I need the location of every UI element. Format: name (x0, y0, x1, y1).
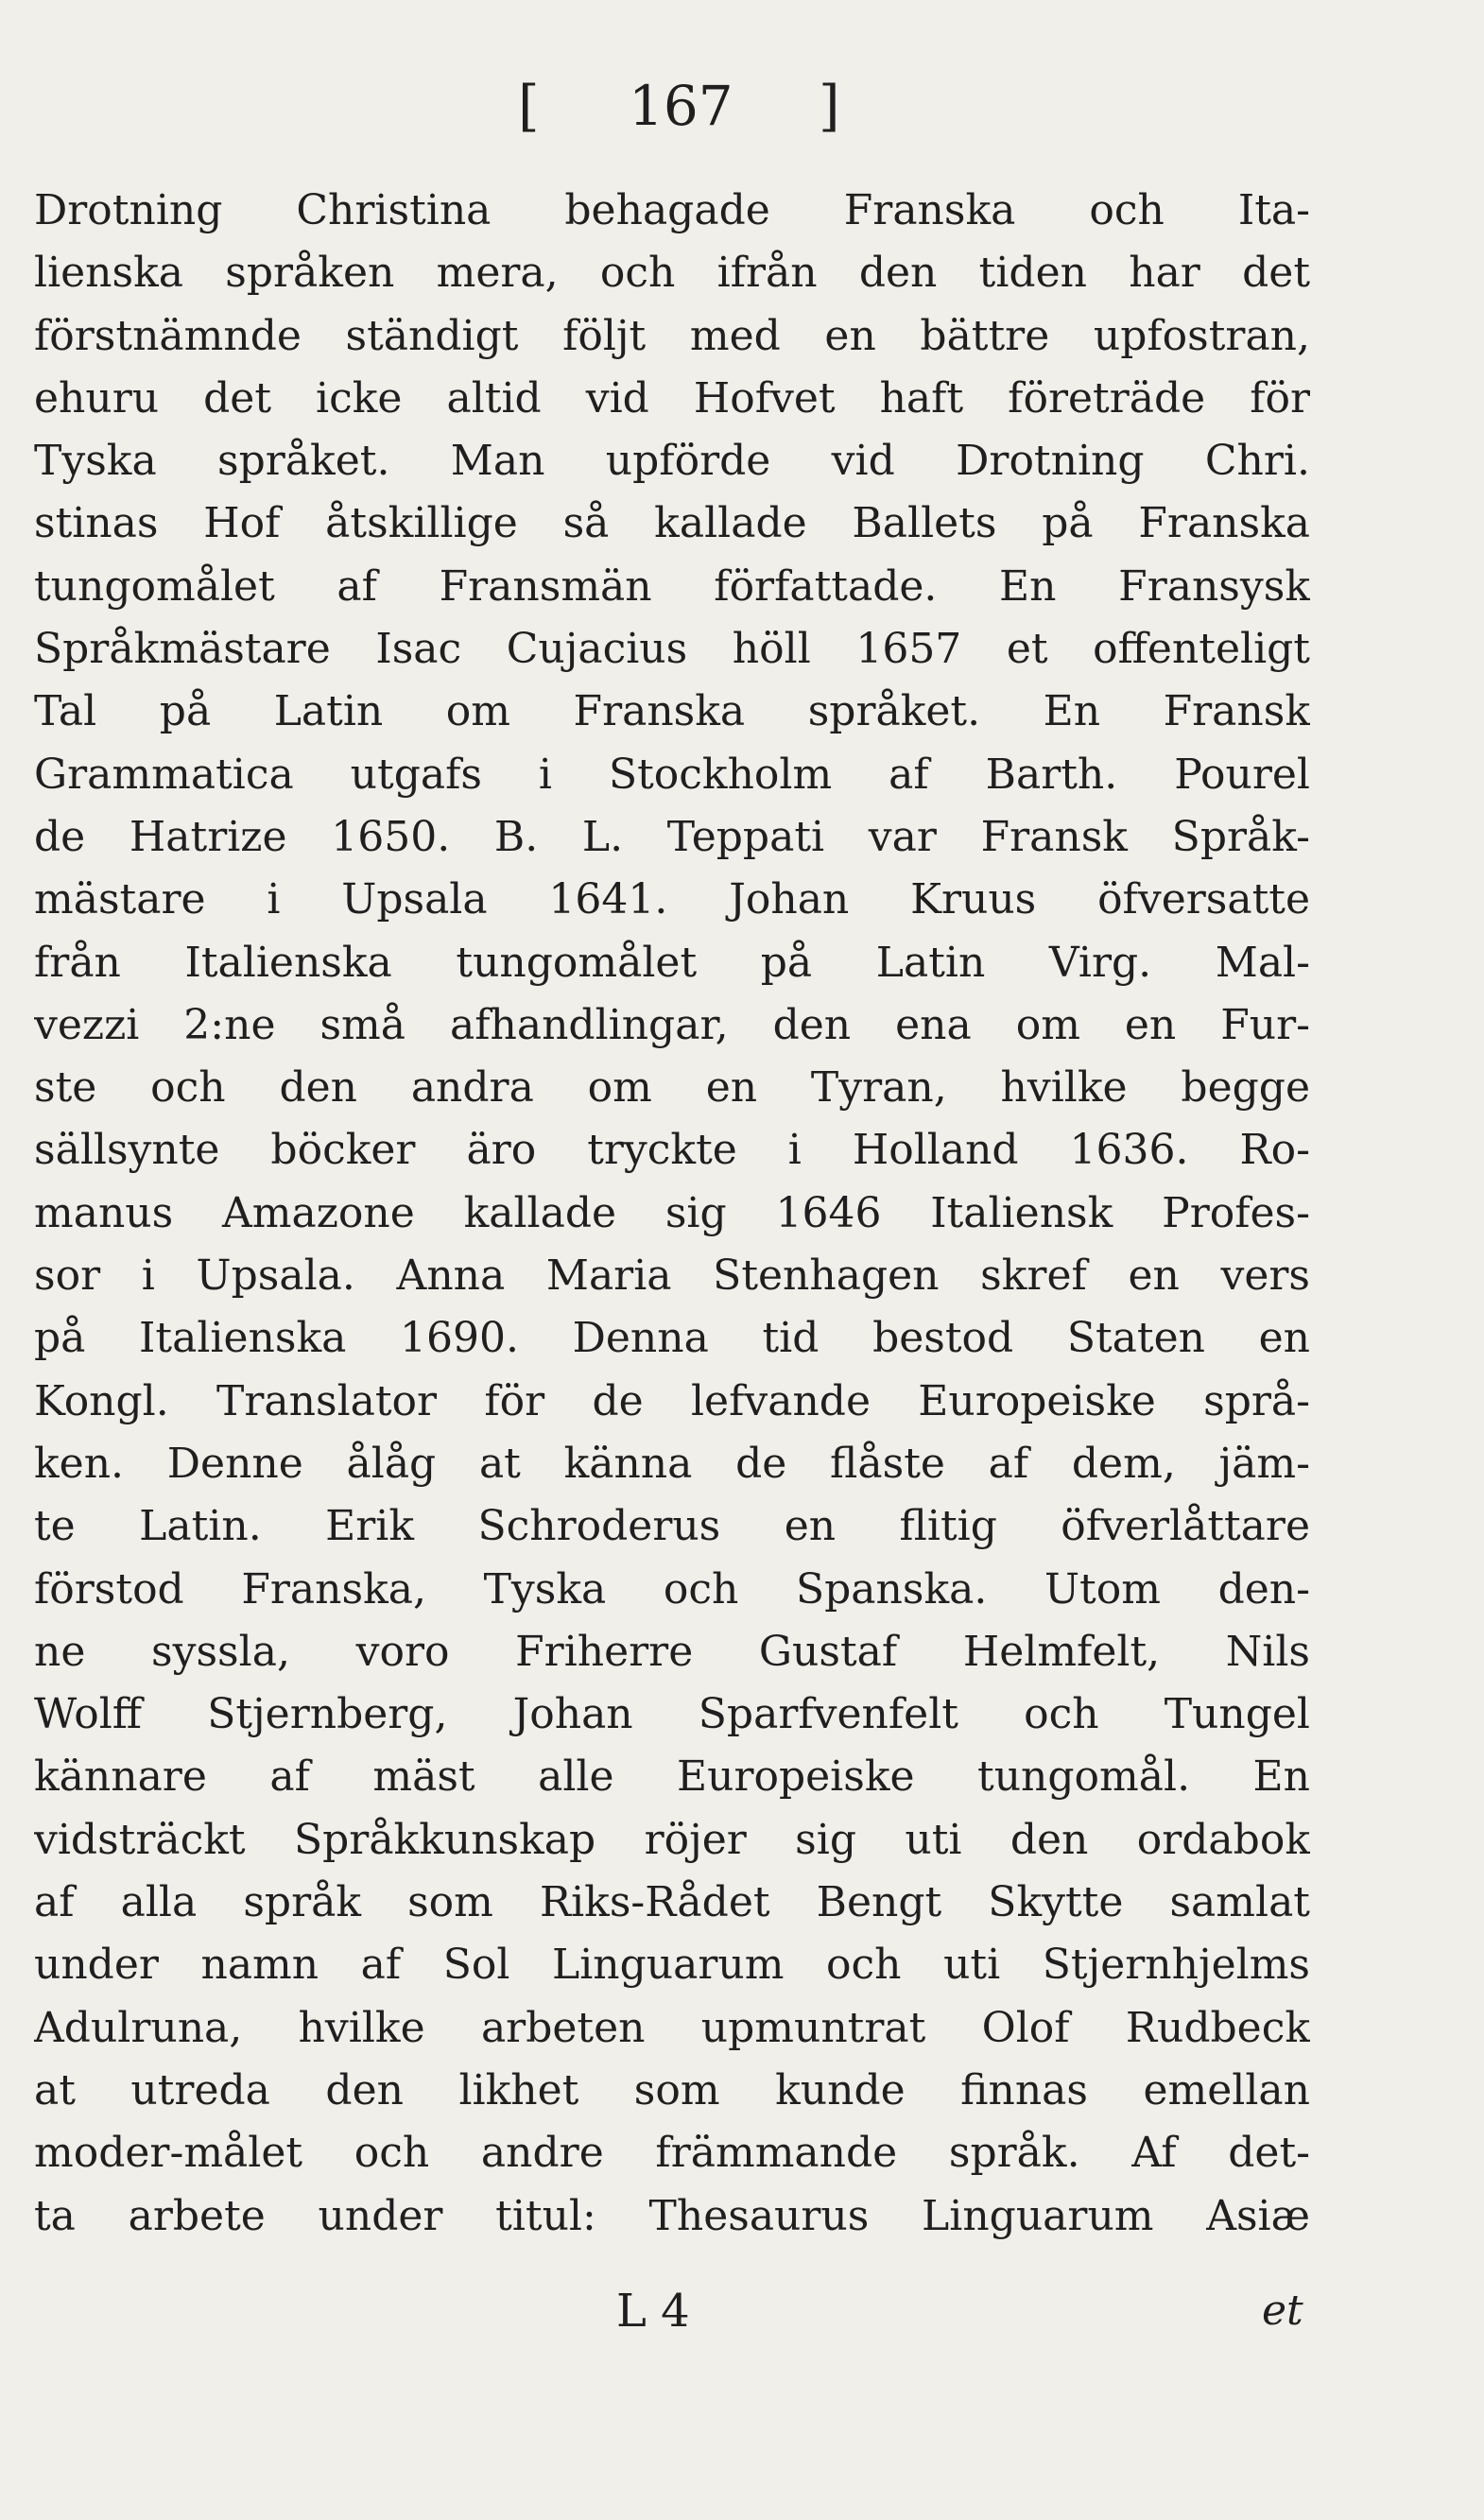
text-line: Tyska språket. Man upförde vid Drotning Chri. (34, 437, 1310, 486)
text-line: moder-målet och andre främmande språk. Af det- (34, 2129, 1310, 2178)
text-line: ken. Denne ålåg at känna de flåste af dem, jäm- (34, 1439, 1310, 1488)
text-line: förstod Franska, Tyska och Spanska. Utom den- (34, 1564, 1310, 1614)
text-line: ne syssla, voro Friherre Gustaf Helmfelt, Nils (34, 1627, 1310, 1676)
signature-mark: L 4 (616, 2285, 690, 2338)
text-line: ehuru det icke altid vid Hofvet haft företräde för (34, 373, 1310, 423)
page-footer (0, 2273, 1484, 2349)
text-line: Grammatica utgafs i Stockholm af Barth. Pourel (34, 750, 1310, 799)
text-line: Kongl. Translator för de lefvande Europeiske språ- (34, 1376, 1310, 1425)
text-line: vezzi 2:ne små afhandlingar, den ena om en Fur- (34, 1000, 1310, 1049)
text-line: Drotning Christina behagade Franska och Ita- (34, 186, 1310, 234)
text-line: ste och den andra om en Tyran, hvilke begge (34, 1063, 1310, 1113)
text-line: under namn af Sol Linguarum och uti Stjernhjelms (34, 1941, 1310, 1990)
text-line: Tal på Latin om Franska språket. En Fransk (34, 687, 1310, 736)
text-line: lienska språken mera, och ifrån den tiden har det (34, 249, 1310, 298)
text-line: Språkmästare Isac Cujacius höll 1657 et offenteligt (34, 625, 1310, 674)
text-line: sällsynte böcker äro tryckte i Holland 1636. Ro- (34, 1126, 1310, 1175)
text-line: ta arbete under titul: Thesaurus Linguarum Asiæ (34, 2191, 1310, 2240)
text-line: manus Amazone kallade sig 1646 Italiensk Profes- (34, 1188, 1310, 1237)
header-bracket-right: ] (819, 74, 840, 138)
text-line: vidsträckt Språkkunskap röjer sig uti den ordabok (34, 1815, 1310, 1864)
text-line: te Latin. Erik Schroderus en flitig öfverlåttare (34, 1502, 1310, 1551)
page-header (0, 68, 1484, 144)
text-line: stinas Hof åtskillige så kallade Ballets på Franska (34, 499, 1310, 548)
catchword: et (1262, 2287, 1303, 2335)
text-line: af alla språk som Riks-Rådet Bengt Skytte samlat (34, 1878, 1310, 1927)
text-line: från Italienska tungomålet på Latin Virg. Mal- (34, 938, 1310, 987)
page-number: 167 (629, 74, 733, 138)
text-line: de Hatrize 1650. B. L. Teppati var Fransk Språk- (34, 812, 1310, 861)
text-line: förstnämnde ständigt följt med en bättre upfostran, (34, 311, 1310, 360)
text-line: mästare i Upsala 1641. Johan Kruus öfversatte (34, 875, 1310, 924)
text-line: Wolff Stjernberg, Johan Sparfvenfelt och Tungel (34, 1690, 1310, 1739)
text-line: kännare af mäst alle Europeiske tungomål. En (34, 1752, 1310, 1802)
body-text (34, 180, 1310, 2248)
text-line: at utreda den likhet som kunde finnas emellan (34, 2065, 1310, 2114)
text-line: på Italienska 1690. Denna tid bestod Staten en (34, 1314, 1310, 1363)
text-line: Adulruna, hvilke arbeten upmuntrat Olof Rudbeck (34, 2003, 1310, 2052)
text-line: sor i Upsala. Anna Maria Stenhagen skref en vers (34, 1251, 1310, 1301)
text-line: tungomålet af Fransmän författade. En Fransysk (34, 561, 1310, 611)
header-bracket-left: [ (518, 74, 540, 138)
